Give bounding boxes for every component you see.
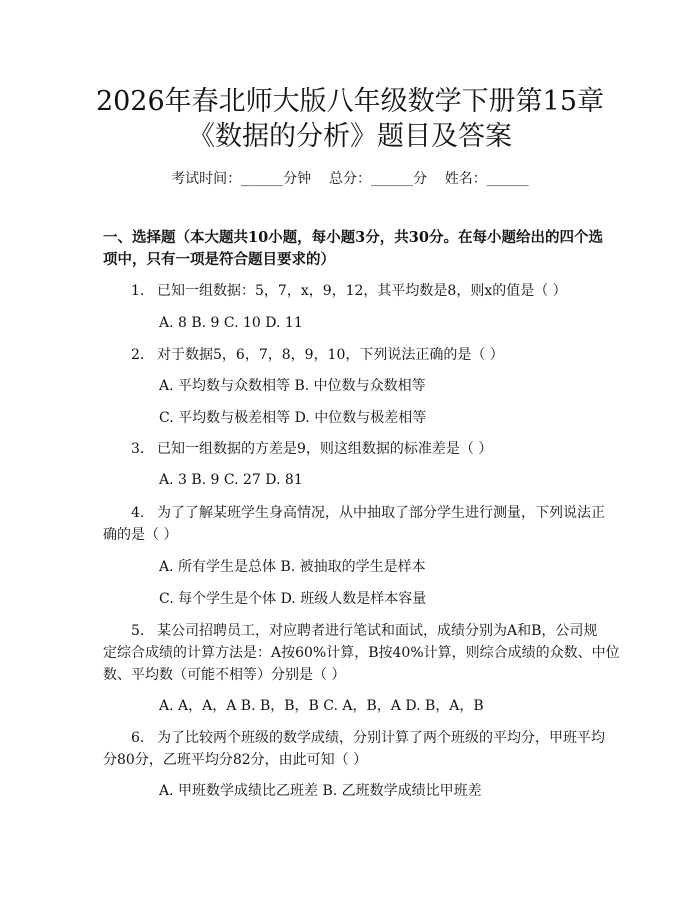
document-title-line2: 《数据的分析》题目及答案	[188, 121, 512, 152]
question-text: 为了了解某班学生身高情况，从中抽取了部分学生进行测量，下列说法正	[157, 505, 605, 521]
question-6-options: A. 甲班数学成绩比乙班差 B. 乙班数学成绩比甲班差	[159, 783, 482, 799]
question-4-options-line1: A. 所有学生是总体 B. 被抽取的学生是样本	[159, 559, 426, 575]
question-text: 已知一组数据：5，7，x，9，12，其平均数是8，则x的值是（ ）	[157, 283, 567, 299]
question-text: 某公司招聘员工，对应聘者进行笔试和面试，成绩分别为A和B，公司规	[157, 623, 598, 639]
question-number: 3.	[131, 441, 145, 457]
question-4-options-line2: C. 每个学生是个体 D. 班级人数是样本容量	[159, 591, 427, 607]
question-text: 已知一组数据的方差是9，则这组数据的标准差是（ ）	[157, 441, 493, 457]
question-number: 5.	[131, 623, 145, 639]
question-5	[131, 622, 597, 640]
section-heading-line1: 一、选择题（本大题共10小题，每小题3分，共30分。在每小题给出的四个选	[103, 229, 603, 246]
exam-info: 考试时间：______分钟 总分：______分 姓名：______	[171, 171, 529, 187]
question-text: 对于数据5，6，7，8，9，10，下列说法正确的是（ ）	[157, 347, 504, 363]
section-heading-line2: 项中，只有一项是符合题目要求的）	[103, 251, 335, 268]
question-number: 2.	[131, 347, 145, 363]
question-2-options-line1: A. 平均数与众数相等 B. 中位数与众数相等	[159, 378, 426, 394]
question-1-options: A. 8 B. 9 C. 10 D. 11	[159, 315, 303, 331]
question-3-options: A. 3 B. 9 C. 27 D. 81	[159, 472, 303, 488]
question-6-continuation: 分80分，乙班平均分82分，由此可知（ ）	[103, 752, 368, 768]
question-3	[131, 440, 492, 458]
question-number: 4.	[131, 505, 145, 521]
document-title-line1: 2026年春北师大版八年级数学下册第15章	[95, 86, 605, 117]
question-2	[131, 346, 504, 364]
question-number: 6.	[131, 730, 145, 746]
question-4-continuation: 确的是（ ）	[103, 527, 178, 543]
question-text: 为了比较两个班级的数学成绩，分别计算了两个班级的平均分，甲班平均	[157, 730, 605, 746]
question-5-options: A. A，A，A B. B，B，B C. A，B，A D. B，A，B	[159, 698, 484, 714]
question-5-continuation-line1: 定综合成绩的计算方法是：A按60%计算，B按40%计算，则综合成绩的众数、中位	[103, 645, 620, 661]
question-1	[131, 282, 567, 300]
question-4	[131, 504, 605, 522]
question-6	[131, 729, 605, 747]
question-number: 1.	[131, 283, 145, 299]
question-2-options-line2: C. 平均数与极差相等 D. 中位数与极差相等	[159, 410, 427, 426]
question-5-continuation-line2: 数、平均数（可能不相等）分别是（ ）	[103, 667, 346, 683]
